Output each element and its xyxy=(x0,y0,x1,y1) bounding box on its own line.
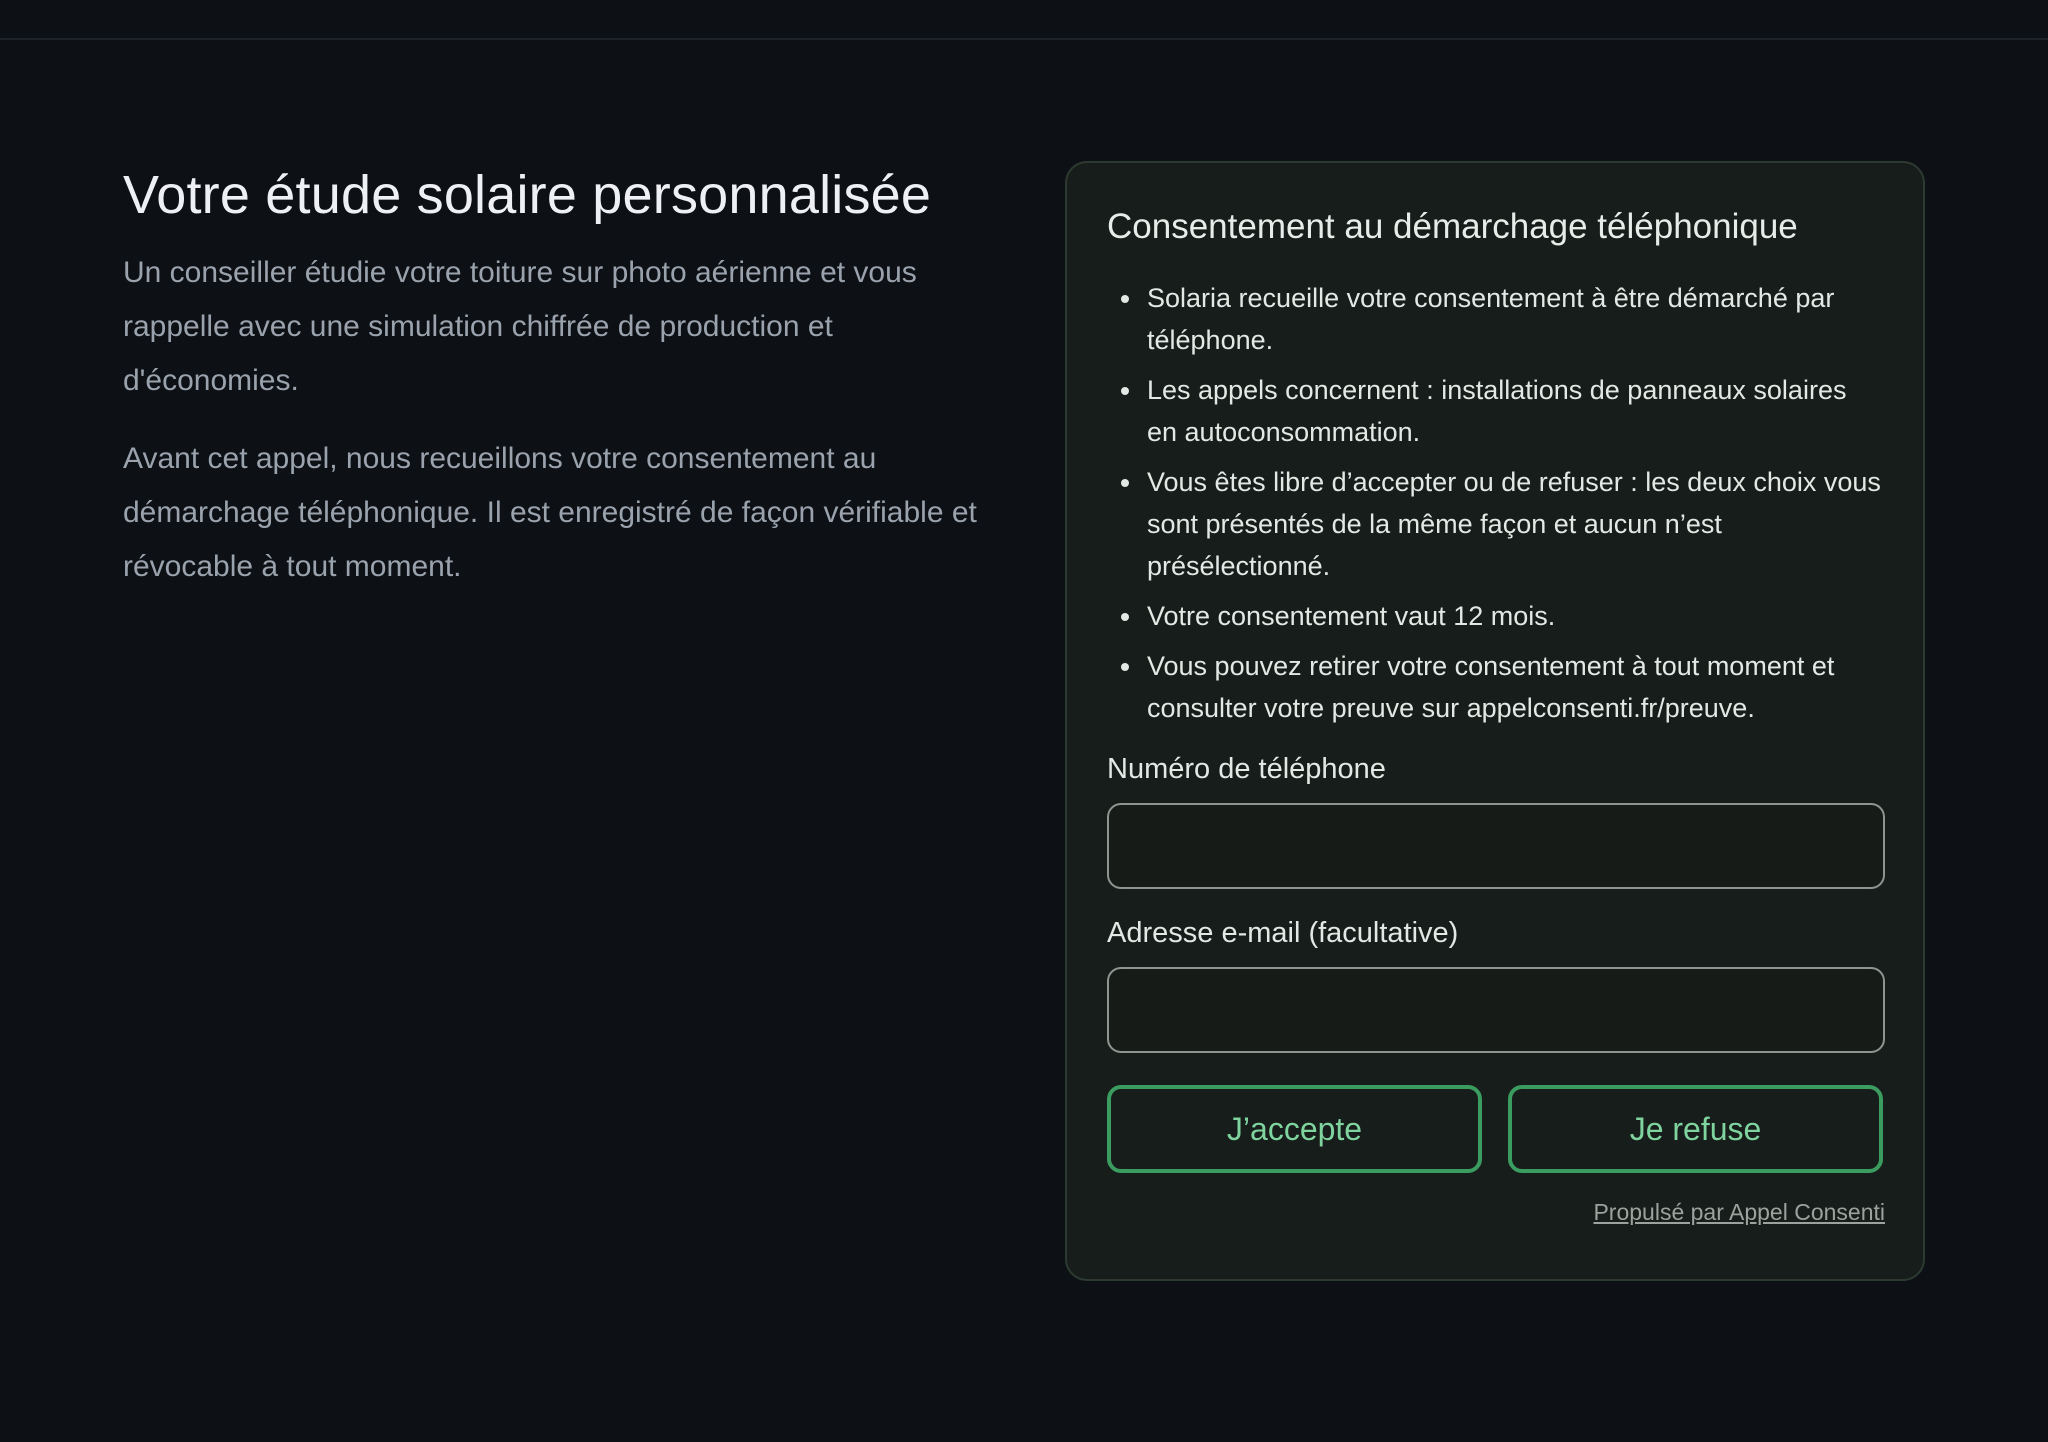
consent-term-item: Vous pouvez retirer votre consentement à tout moment et consulter votre preuve sur appelconsenti.fr/preuve. xyxy=(1147,645,1883,729)
consent-term-item: Vous êtes libre d’accepter ou de refuser : les deux choix vous sont présentés de la même façon et aucun n’est présélectionné. xyxy=(1147,461,1883,587)
powered-by-link[interactable]: Propulsé par Appel Consenti xyxy=(1593,1199,1885,1225)
email-input[interactable] xyxy=(1107,967,1885,1053)
consent-term-item: Les appels concernent : installations de panneaux solaires en autoconsommation. xyxy=(1147,369,1883,453)
consent-actions xyxy=(1107,1085,1883,1173)
accept-button[interactable]: J’accepte xyxy=(1107,1085,1482,1173)
consent-term-item: Votre consentement vaut 12 mois. xyxy=(1147,595,1883,637)
email-label: Adresse e-mail (facultative) xyxy=(1107,917,1459,949)
top-bar xyxy=(0,0,2048,40)
intro-section xyxy=(123,160,983,594)
phone-input[interactable] xyxy=(1107,803,1885,889)
consent-title: Consentement au démarchage téléphonique xyxy=(1107,207,1798,246)
powered-by xyxy=(1107,1199,1885,1226)
consent-card xyxy=(1065,161,1925,1281)
phone-label: Numéro de téléphone xyxy=(1107,753,1386,785)
intro-paragraph-2: Avant cet appel, nous recueillons votre consentement au démarchage téléphonique. Il est enregistré de façon vérifiable et révocable à tout moment. xyxy=(123,442,977,583)
page-title: Votre étude solaire personnalisée xyxy=(123,165,932,225)
consent-term-item: Solaria recueille votre consentement à être démarché par téléphone. xyxy=(1147,277,1883,361)
intro-paragraph-1: Un conseiller étudie votre toiture sur photo aérienne et vous rappelle avec une simulation chiffrée de production et d'économies. xyxy=(123,256,917,397)
refuse-button[interactable]: Je refuse xyxy=(1508,1085,1883,1173)
consent-terms-list xyxy=(1107,277,1883,729)
